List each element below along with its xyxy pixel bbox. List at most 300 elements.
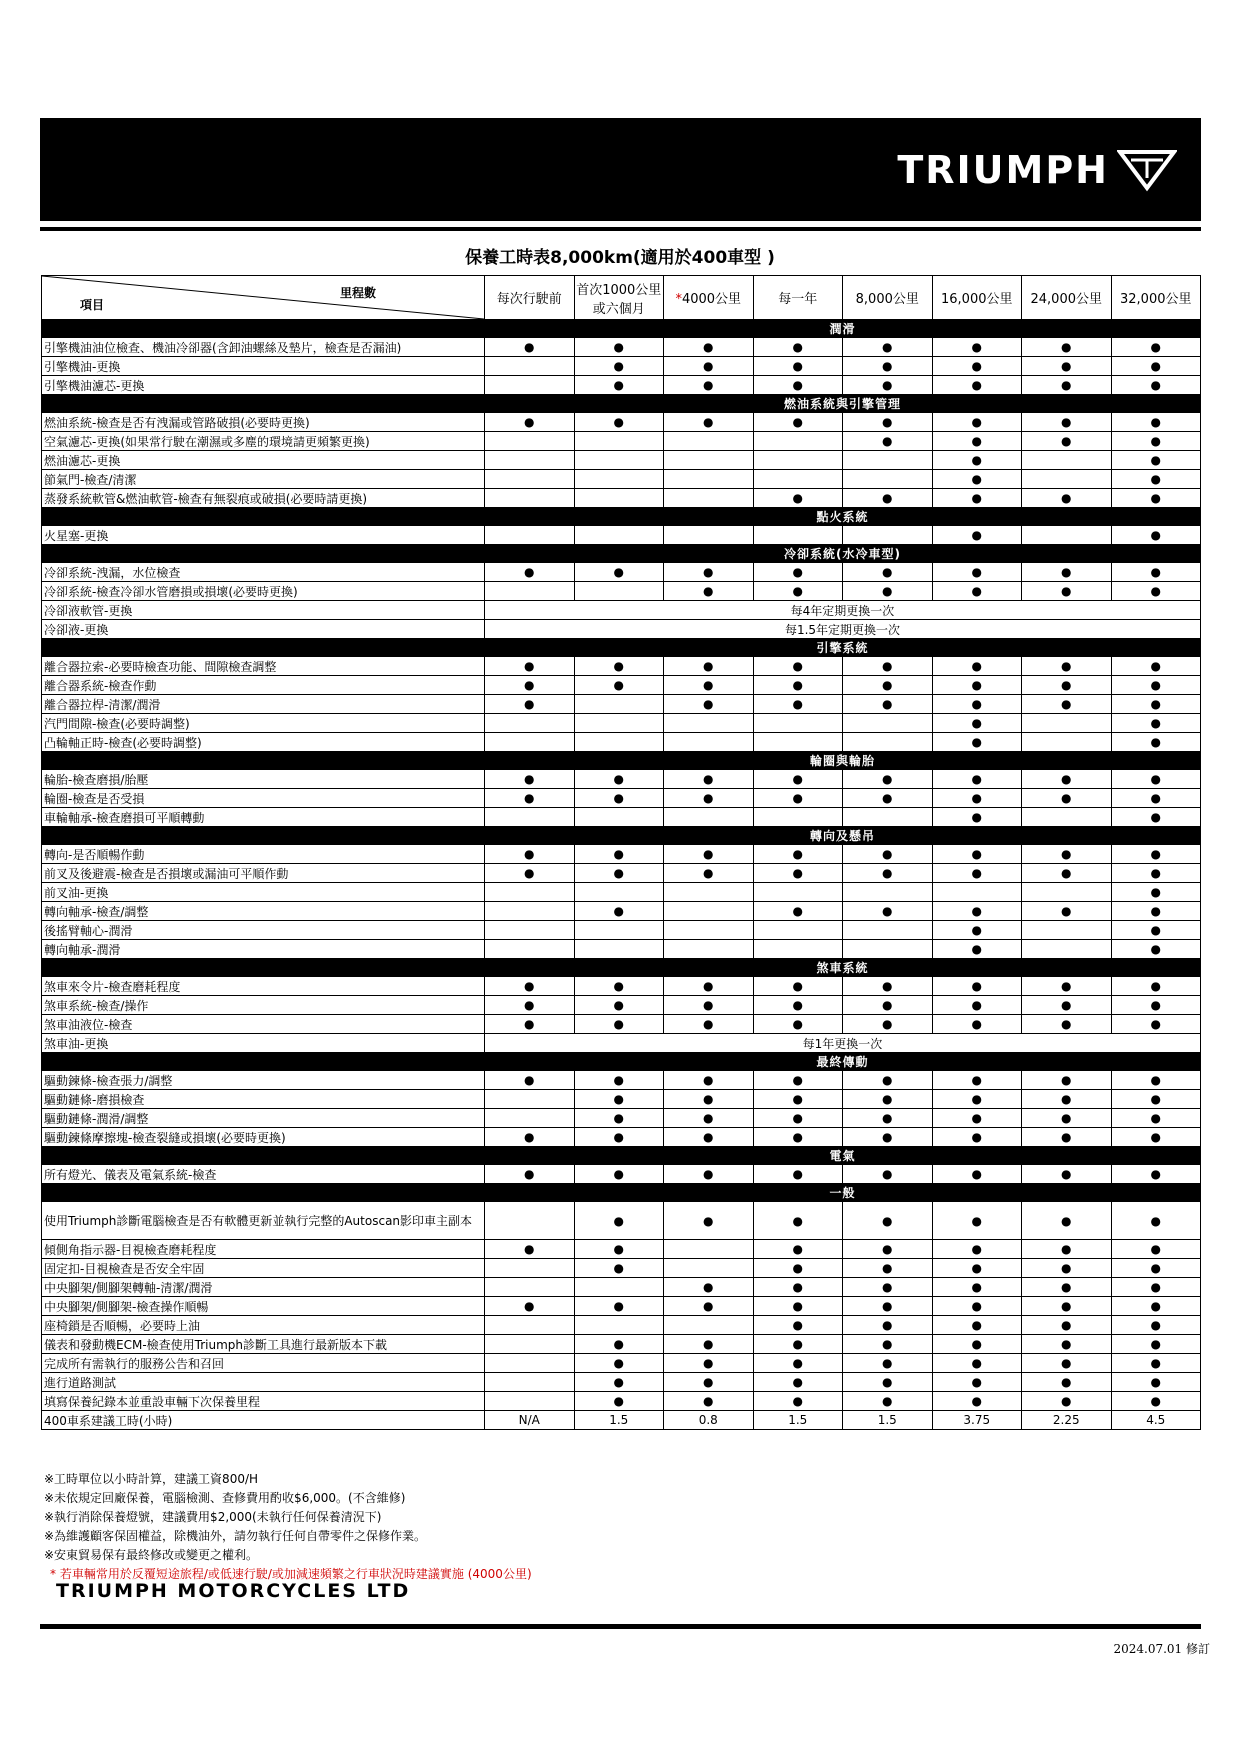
required-dot: ● [1111,695,1201,714]
section-title: 一般 [485,1184,1201,1202]
required-dot: ● [1111,977,1201,996]
required-dot: ● [932,977,1022,996]
required-dot: ● [753,1128,843,1147]
required-dot: ● [843,996,933,1015]
required-dot: ● [1111,864,1201,883]
required-dot: ● [1111,1335,1201,1354]
section-blank-cell [42,508,485,526]
table-row [42,845,1201,864]
empty-cell [843,470,933,489]
item-name: 後搖臂軸心-潤滑 [42,921,485,940]
empty-cell [485,582,575,601]
empty-cell [485,714,575,733]
required-dot: ● [843,695,933,714]
section-title: 潤滑 [485,320,1201,338]
required-dot: ● [932,1297,1022,1316]
table-row [42,1034,1201,1053]
required-dot: ● [932,808,1022,827]
required-dot: ● [1022,1015,1112,1034]
table-row [42,563,1201,582]
item-name: 輪圈-檢查是否受損 [42,789,485,808]
empty-cell [664,1240,754,1259]
table-row [42,695,1201,714]
document-title: 保養工時表8,000km(適用於400車型 ) [465,248,775,268]
empty-cell [753,940,843,959]
required-dot: ● [1111,1240,1201,1259]
empty-cell [753,808,843,827]
required-dot: ● [753,338,843,357]
item-name: 驅動鍊條摩擦塊-檢查裂縫或損壞(必要時更換) [42,1128,485,1147]
logo-wordmark: TRIUMPH [897,148,1109,192]
required-dot: ● [574,1015,664,1034]
item-name: 轉向-是否順暢作動 [42,845,485,864]
required-dot: ● [485,1240,575,1259]
required-dot: ● [932,1165,1022,1184]
header-col-3 [753,276,843,320]
table-row [42,1202,1201,1240]
required-dot: ● [1111,582,1201,601]
required-dot: ● [1111,883,1201,902]
item-name: 煞車來令片-檢查磨耗程度 [42,977,485,996]
table-row [42,1240,1201,1259]
item-name: 汽門間隙-檢查(必要時調整) [42,714,485,733]
required-dot: ● [1111,1297,1201,1316]
empty-cell [485,526,575,545]
required-dot: ● [1022,996,1112,1015]
required-dot: ● [574,1128,664,1147]
table-row [42,526,1201,545]
table-row [42,470,1201,489]
required-dot: ● [485,996,575,1015]
required-dot: ● [664,376,754,395]
empty-cell [574,526,664,545]
required-dot: ● [843,489,933,508]
empty-cell [1022,883,1112,902]
table-row [42,770,1201,789]
item-name: 前叉油-更換 [42,883,485,902]
section-title: 引擎系統 [485,639,1201,657]
labor-hours-value: 1.5 [843,1411,933,1430]
empty-cell [843,921,933,940]
required-dot: ● [574,1373,664,1392]
required-dot: ● [843,1259,933,1278]
required-dot: ● [1111,526,1201,545]
required-dot: ● [1111,902,1201,921]
required-dot: ● [932,470,1022,489]
table-row [42,1354,1201,1373]
triumph-shield-icon [1117,148,1177,192]
required-dot: ● [574,357,664,376]
section-blank-cell [42,639,485,657]
table-row [42,413,1201,432]
required-dot: ● [1111,470,1201,489]
required-dot: ● [574,1240,664,1259]
required-dot: ● [753,1090,843,1109]
required-dot: ● [574,1090,664,1109]
required-dot: ● [932,695,1022,714]
empty-cell [485,1202,575,1240]
required-dot: ● [1111,1354,1201,1373]
required-dot: ● [753,1165,843,1184]
item-name: 燃油系統-檢查是否有洩漏或管路破損(必要時更換) [42,413,485,432]
empty-cell [574,489,664,508]
header-corner-cell [42,276,485,320]
required-dot: ● [753,413,843,432]
note-line: ※安東貿易保有最終修改或變更之權利。 [44,1548,259,1562]
required-dot: ● [753,1240,843,1259]
required-dot: ● [485,864,575,883]
empty-cell [574,714,664,733]
required-dot: ● [843,1392,933,1411]
empty-cell [664,714,754,733]
section-header-row [42,545,1201,563]
item-name: 進行道路測試 [42,1373,485,1392]
empty-cell [574,470,664,489]
required-dot: ● [664,657,754,676]
table-row [42,1259,1201,1278]
required-dot: ● [753,357,843,376]
required-dot: ● [1111,1090,1201,1109]
required-dot: ● [932,1373,1022,1392]
required-dot: ● [1022,1109,1112,1128]
header-banner [40,118,1201,221]
empty-cell [574,451,664,470]
required-dot: ● [753,376,843,395]
required-dot: ● [843,1090,933,1109]
required-dot: ● [753,1392,843,1411]
required-dot: ● [574,864,664,883]
required-dot: ● [1022,1165,1112,1184]
empty-cell [664,940,754,959]
required-dot: ● [574,1392,664,1411]
header-col-6 [1022,276,1112,320]
required-dot: ● [1111,338,1201,357]
required-dot: ● [664,1373,754,1392]
interval-note: 每4年定期更換一次 [485,601,1201,620]
header-col-label: 32,000公里 [1120,292,1192,307]
table-row [42,1278,1201,1297]
required-dot: ● [664,1392,754,1411]
section-title: 冷卻系統(水冷車型) [485,545,1201,563]
empty-cell [485,432,575,451]
required-dot: ● [1022,1128,1112,1147]
table-row [42,1373,1201,1392]
empty-cell [485,1335,575,1354]
empty-cell [485,1373,575,1392]
required-dot: ● [932,996,1022,1015]
top-divider [40,227,1201,231]
labor-hours-value: N/A [485,1411,575,1430]
section-blank-cell [42,1184,485,1202]
required-dot: ● [664,413,754,432]
required-dot: ● [574,563,664,582]
labor-hours-label: 400車系建議工時(小時) [42,1411,485,1430]
required-dot: ● [843,1202,933,1240]
required-dot: ● [753,864,843,883]
required-dot: ● [932,432,1022,451]
table-row [42,789,1201,808]
header-col-label: 首次1000公里 或六個月 [576,282,662,317]
empty-cell [574,1316,664,1335]
required-dot: ● [574,657,664,676]
triumph-logo [897,148,1177,192]
required-dot: ● [485,1128,575,1147]
required-dot: ● [753,977,843,996]
footer-brand: TRIUMPH MOTORCYCLES LTD [56,1580,411,1602]
required-dot: ● [574,789,664,808]
empty-cell [1022,921,1112,940]
required-dot: ● [664,1109,754,1128]
red-note: * 若車輛常用於反覆短途旅程/或低速行駛/或加減速頻繁之行車狀況時建議實施 (4000公里) [50,1567,532,1581]
required-dot: ● [574,1297,664,1316]
header-col-label: 8,000公里 [855,292,919,307]
required-dot: ● [753,845,843,864]
item-name: 引擎機油油位檢查、機油冷卻器(含卸油螺絲及墊片，檢查是否漏油) [42,338,485,357]
empty-cell [485,902,575,921]
table-row [42,996,1201,1015]
required-dot: ● [1111,376,1201,395]
required-dot: ● [1022,1240,1112,1259]
required-dot: ● [485,770,575,789]
empty-cell [574,733,664,752]
required-dot: ● [485,695,575,714]
header-col-label: 24,000公里 [1030,292,1102,307]
item-name: 冷卻系統-洩漏，水位檢查 [42,563,485,582]
required-dot: ● [753,563,843,582]
required-dot: ● [1022,770,1112,789]
required-dot: ● [932,1109,1022,1128]
required-dot: ● [843,1165,933,1184]
section-title: 煞車系統 [485,959,1201,977]
empty-cell [843,714,933,733]
header-col-0 [485,276,575,320]
required-dot: ● [1022,1278,1112,1297]
interval-note: 每1年更換一次 [485,1034,1201,1053]
empty-cell [753,451,843,470]
required-dot: ● [932,376,1022,395]
header-col-7 [1111,276,1201,320]
item-name: 座椅鎖是否順暢，必要時上油 [42,1316,485,1335]
empty-cell [485,733,575,752]
empty-cell [485,489,575,508]
table-row [42,582,1201,601]
item-name: 所有燈光、儀表及電氣系統-檢查 [42,1165,485,1184]
item-name: 冷卻系統-檢查冷卻水管磨損或損壞(必要時更換) [42,582,485,601]
item-name: 使用Triumph診斷電腦檢查是否有軟體更新並執行完整的Autoscan影印車主副本 [42,1202,485,1240]
empty-cell [574,940,664,959]
required-dot: ● [1111,940,1201,959]
required-dot: ● [574,1165,664,1184]
empty-cell [843,526,933,545]
required-dot: ● [1022,657,1112,676]
required-dot: ● [1111,1316,1201,1335]
table-row [42,357,1201,376]
header-diagonal-line [42,276,484,319]
required-dot: ● [1022,563,1112,582]
empty-cell [574,695,664,714]
item-name: 填寫保養紀錄本並重設車輛下次保養里程 [42,1392,485,1411]
required-dot: ● [1022,695,1112,714]
required-dot: ● [753,996,843,1015]
required-dot: ● [1111,733,1201,752]
required-dot: ● [664,695,754,714]
required-dot: ● [932,357,1022,376]
empty-cell [485,1090,575,1109]
empty-cell [753,714,843,733]
required-dot: ● [574,770,664,789]
required-dot: ● [843,1316,933,1335]
required-dot: ● [1022,1316,1112,1335]
required-dot: ● [1111,1202,1201,1240]
required-dot: ● [1111,1278,1201,1297]
required-dot: ● [843,432,933,451]
required-dot: ● [753,676,843,695]
empty-cell [843,733,933,752]
required-dot: ● [664,1335,754,1354]
required-dot: ● [485,1071,575,1090]
table-row [42,1297,1201,1316]
empty-cell [1022,808,1112,827]
required-dot: ● [753,1259,843,1278]
bottom-divider [40,1624,1201,1629]
required-dot: ● [485,563,575,582]
required-dot: ● [1111,845,1201,864]
required-dot: ● [574,376,664,395]
required-dot: ● [664,770,754,789]
table-row [42,808,1201,827]
required-dot: ● [574,1335,664,1354]
item-name: 空氣濾芯-更換(如果常行駛在潮濕或多塵的環境請更頻繁更換) [42,432,485,451]
required-dot: ● [1022,1335,1112,1354]
item-name: 驅動鍊條-檢查張力/調整 [42,1071,485,1090]
required-dot: ● [664,1278,754,1297]
note-line: ※執行消除保養燈號，建議費用$2,000(未執行任何保養清況下) [44,1510,382,1524]
required-dot: ● [753,770,843,789]
section-header-row [42,1184,1201,1202]
required-dot: ● [753,1278,843,1297]
empty-cell [485,1278,575,1297]
section-blank-cell [42,827,485,845]
labor-hours-value: 0.8 [664,1411,754,1430]
required-dot: ● [485,338,575,357]
section-header-row [42,508,1201,526]
empty-cell [1022,526,1112,545]
required-dot: ● [753,1297,843,1316]
empty-cell [485,357,575,376]
empty-cell [843,883,933,902]
required-dot: ● [574,413,664,432]
required-dot: ● [664,1128,754,1147]
required-dot: ● [932,413,1022,432]
item-name: 冷卻液軟管-更換 [42,601,485,620]
empty-cell [574,883,664,902]
required-dot: ● [932,338,1022,357]
required-dot: ● [932,1071,1022,1090]
empty-cell [664,733,754,752]
required-dot: ● [485,1015,575,1034]
empty-cell [843,808,933,827]
required-dot: ● [574,1354,664,1373]
section-title: 點火系統 [485,508,1201,526]
empty-cell [753,733,843,752]
required-dot: ● [753,1373,843,1392]
table-row [42,1335,1201,1354]
required-dot: ● [932,902,1022,921]
empty-cell [485,921,575,940]
required-dot: ● [932,1354,1022,1373]
required-dot: ● [932,1316,1022,1335]
table-row [42,1015,1201,1034]
required-dot: ● [932,921,1022,940]
required-dot: ● [1022,845,1112,864]
required-dot: ● [1111,563,1201,582]
header-col-2 [664,276,754,320]
required-dot: ● [574,845,664,864]
required-dot: ● [753,1015,843,1034]
required-dot: ● [1022,338,1112,357]
empty-cell [753,470,843,489]
required-dot: ● [664,789,754,808]
required-dot: ● [1111,1071,1201,1090]
section-blank-cell [42,545,485,563]
section-header-row [42,320,1201,338]
item-name: 固定扣-目視檢查是否安全牢固 [42,1259,485,1278]
table-row [42,921,1201,940]
labor-hours-value: 2.25 [1022,1411,1112,1430]
item-name: 儀表和發動機ECM-檢查使用Triumph診斷工具進行最新版本下載 [42,1335,485,1354]
table-row [42,940,1201,959]
item-name: 煞車油-更換 [42,1034,485,1053]
required-dot: ● [1111,808,1201,827]
item-name: 驅動鏈條-磨損檢查 [42,1090,485,1109]
required-dot: ● [1022,789,1112,808]
section-blank-cell [42,1147,485,1165]
required-dot: ● [664,977,754,996]
required-dot: ● [932,1128,1022,1147]
required-dot: ● [932,714,1022,733]
required-dot: ● [843,1373,933,1392]
required-dot: ● [753,1071,843,1090]
item-name: 傾側角指示器-目視檢查磨耗程度 [42,1240,485,1259]
section-title: 燃油系統與引擎管理 [485,395,1201,413]
required-dot: ● [932,451,1022,470]
empty-cell [843,451,933,470]
required-dot: ● [753,582,843,601]
required-dot: ● [1111,413,1201,432]
section-blank-cell [42,395,485,413]
empty-cell [664,470,754,489]
empty-cell [1022,451,1112,470]
required-dot: ● [1111,1128,1201,1147]
required-dot: ● [932,1335,1022,1354]
required-dot: ● [664,563,754,582]
table-row [42,338,1201,357]
header-col-label: 每次行駛前 [496,292,562,307]
section-blank-cell [42,752,485,770]
empty-cell [574,921,664,940]
required-dot: ● [1022,676,1112,695]
required-dot: ● [843,413,933,432]
section-title: 轉向及懸吊 [485,827,1201,845]
empty-cell [485,1354,575,1373]
table-row [42,902,1201,921]
table-row [42,1071,1201,1090]
required-dot: ● [932,657,1022,676]
required-dot: ● [932,845,1022,864]
empty-cell [485,1316,575,1335]
section-header-row [42,827,1201,845]
required-dot: ● [574,676,664,695]
